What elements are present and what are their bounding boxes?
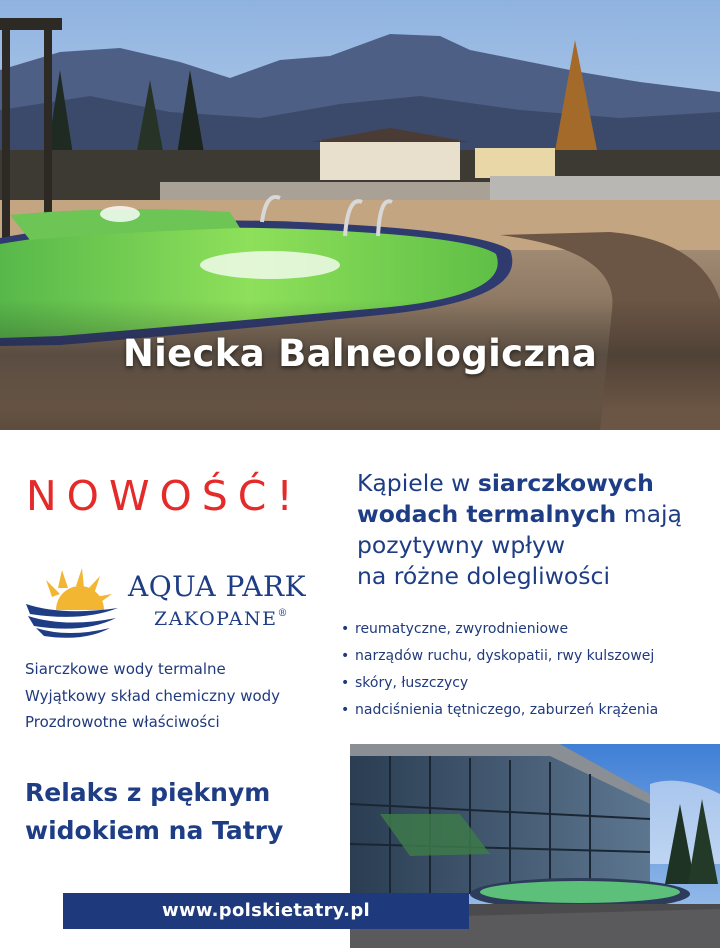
condition-text: narządów ruchu, dyskopatii, rwy kulszowej	[355, 648, 655, 664]
logo-subname	[154, 608, 289, 630]
intro-bold-1: siarczkowych	[477, 469, 654, 497]
logo-name: AQUA PARK	[128, 570, 307, 603]
condition-text: reumatyczne, zwyrodnieniowe	[355, 621, 569, 637]
intro-text	[357, 468, 717, 592]
feature-item: Prozdrowotne właściwości	[25, 713, 220, 731]
slogan	[25, 774, 283, 850]
hero-title: Niecka Balneologiczna	[122, 332, 598, 375]
bullet: •	[341, 675, 350, 691]
slogan-line-1: Relaks z pięknym	[25, 778, 271, 807]
registered-mark: ®	[277, 608, 289, 619]
intro-part-3: pozytywny wpływ	[357, 531, 566, 559]
intro-bold-2: wodach termalnych	[357, 500, 617, 528]
conditions-list	[341, 616, 658, 724]
logo-subname-text: ZAKOPANE	[154, 608, 278, 630]
bullet: •	[341, 648, 350, 664]
condition-text: skóry, łuszczycy	[355, 675, 469, 691]
website-url[interactable]: www.polskietatry.pl	[63, 893, 469, 929]
feature-item: Siarczkowe wody termalne	[25, 660, 226, 678]
aqua-park-logo	[22, 564, 322, 644]
condition-text: nadciśnienia tętniczego, zaburzeń krążenia	[355, 702, 659, 718]
intro-part-4: na różne dolegliwości	[357, 562, 610, 590]
sun-waves-logo-icon	[22, 564, 122, 640]
condition-item	[341, 670, 658, 697]
bullet: •	[341, 702, 350, 718]
condition-item	[341, 616, 658, 643]
features-list	[25, 656, 280, 736]
headline-new: NOWOŚĆ!	[26, 472, 303, 520]
feature-item: Wyjątkowy skład chemiczny wody	[25, 686, 281, 705]
slogan-line-2: widokiem na Tatry	[25, 816, 284, 845]
intro-part-1: Kąpiele w	[357, 469, 478, 497]
intro-part-2: mają	[616, 500, 682, 528]
condition-item	[341, 697, 658, 724]
condition-item	[341, 643, 658, 670]
hero-photo	[0, 0, 720, 430]
bullet: •	[341, 621, 350, 637]
